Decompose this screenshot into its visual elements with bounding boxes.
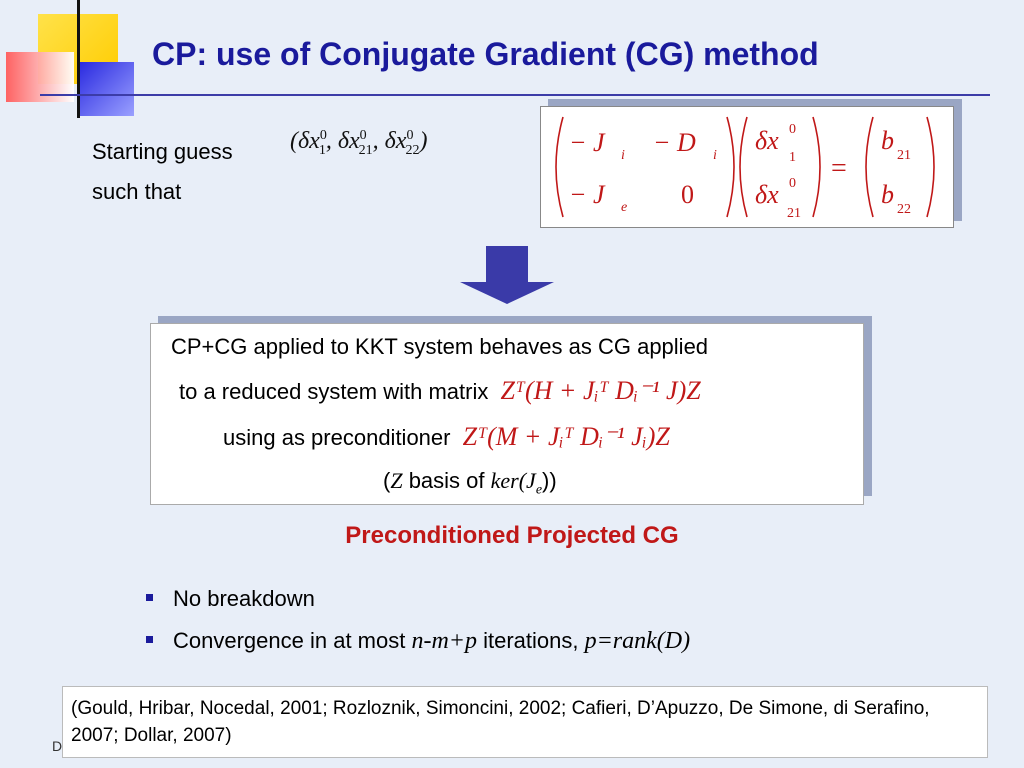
svg-text:21: 21 xyxy=(897,148,911,163)
svg-text:0: 0 xyxy=(789,176,796,191)
bullet-text-middle: iterations, xyxy=(477,628,585,653)
slide-title: CP: use of Conjugate Gradient (CG) method xyxy=(152,36,819,72)
svg-text:i: i xyxy=(621,148,625,163)
ker-subscript: e xyxy=(535,482,543,498)
kkt-line-3 xyxy=(223,422,670,452)
title-underline xyxy=(40,94,990,96)
ker-symbol: ker(J xyxy=(490,468,536,493)
svg-text:− J: − J xyxy=(569,128,605,157)
kkt-line-4-close: )) xyxy=(542,468,557,493)
bullet-text: Convergence in at most xyxy=(173,628,412,653)
svg-text:=: = xyxy=(831,153,847,184)
svg-text:0: 0 xyxy=(789,122,796,137)
svg-text:b: b xyxy=(881,180,894,209)
references-box xyxy=(62,686,988,758)
svg-text:δx: δx xyxy=(755,180,779,209)
guess-vector: ($\delta x^0_1$, $\delta x^0_{21}$, $\delta x^0_{22}$) xyxy=(290,128,428,158)
down-arrow-icon xyxy=(460,246,554,304)
bullet-item xyxy=(146,586,315,612)
kkt-line-4-open: ( xyxy=(383,468,391,493)
bullet-text: No breakdown xyxy=(173,586,315,611)
title-vertical-rule xyxy=(77,0,80,118)
bullet-square-icon xyxy=(146,594,153,601)
svg-text:0: 0 xyxy=(681,180,694,209)
kkt-line-2-text: to a reduced system with matrix xyxy=(179,379,489,404)
svg-text:21: 21 xyxy=(787,206,801,221)
kkt-line-2 xyxy=(179,376,701,406)
bullet-square-icon xyxy=(146,636,153,643)
footer-left: D xyxy=(52,738,63,754)
matrix-equation-box xyxy=(540,106,954,228)
references-text: (Gould, Hribar, Nocedal, 2001; Rozloznik, Simoncini, 2002; Cafieri, D’Apuzzo, De Simone, di Serafino, 2007; Dollar, 2007) xyxy=(71,698,930,746)
starting-guess-text xyxy=(92,132,233,212)
matrix-equation xyxy=(541,107,953,227)
svg-text:1: 1 xyxy=(789,150,796,165)
z-symbol: Z xyxy=(390,468,403,493)
bullet-item xyxy=(146,628,690,655)
bullet-math-rank: p=rank(D) xyxy=(584,628,691,654)
such-that-label: such that xyxy=(92,179,182,204)
svg-text:i: i xyxy=(713,148,717,163)
svg-text:− J: − J xyxy=(569,180,605,209)
svg-text:− D: − D xyxy=(653,128,696,157)
preconditioner-expr: Zᵀ(M + Jᵢᵀ Dᵢ⁻¹ Jᵢ)Z xyxy=(462,422,670,451)
kkt-line-4 xyxy=(383,468,557,498)
reduced-matrix-expr: Zᵀ(H + Jᵢᵀ Dᵢ⁻¹ J)Z xyxy=(500,376,701,405)
svg-text:e: e xyxy=(621,200,628,215)
basis-of-text: basis of xyxy=(402,468,491,493)
logo-blue-square xyxy=(80,62,134,116)
svg-text:b: b xyxy=(881,126,894,155)
svg-text:22: 22 xyxy=(897,202,911,217)
bullet-math-nmp: n-m+p xyxy=(411,628,477,654)
kkt-line-3-text: using as preconditioner xyxy=(223,425,451,450)
starting-guess-label: Starting guess xyxy=(92,139,233,164)
kkt-box xyxy=(150,323,864,505)
svg-text:δx: δx xyxy=(755,126,779,155)
kkt-line-1: CP+CG applied to KKT system behaves as CG applied xyxy=(171,334,709,359)
subtitle-ppcg: Preconditioned Projected CG xyxy=(345,522,679,549)
